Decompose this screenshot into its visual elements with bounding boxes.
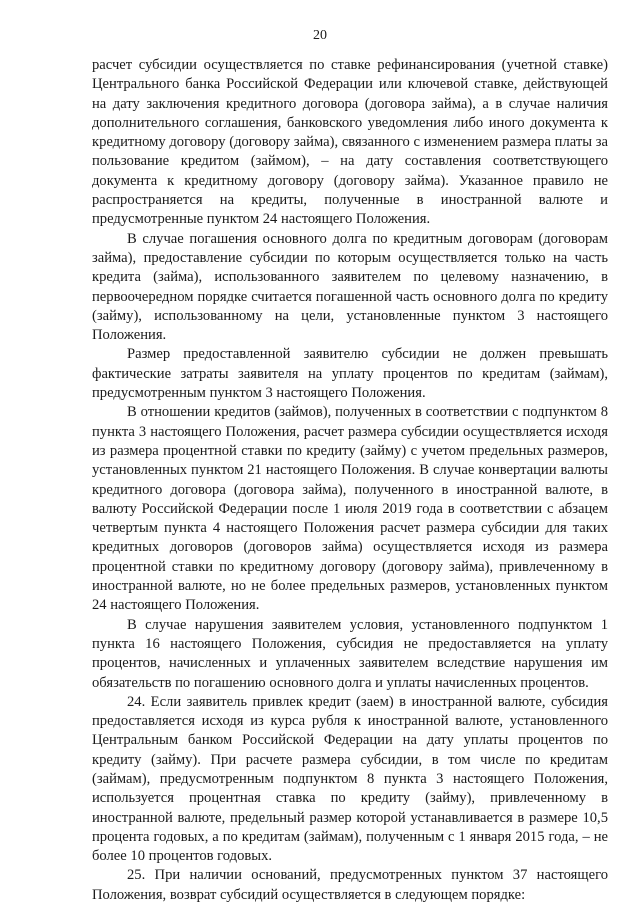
paragraph: В отношении кредитов (займов), полученных в соответствии с подпунктом 8 пункта 3 настоящего Положения, расчет размера субсидии осуществляется исходя из размера процентной ставки по кредиту (займу) с учетом предельных размеров, установленных пунктом 21 настоящего Положения. В случае конвертации валюты кредитного договора (договора займа), полученного в иностранной валюте, в валюту Российской Федерации после 1 июля 2019 года в соответствии с абзацем четвертым пункта 4 настоящего Положения расчет размера субсидии для таких кредитных договоров (договоров займа) осуществляется исходя из размера процентной ставки по кредитному договору (договору займа), привлеченному в иностранной валюте, но не более предельных размеров, установленных пунктом 24 настоящего Положения. xyxy=(92,404,608,614)
document-body xyxy=(92,56,608,905)
paragraph: расчет субсидии осуществляется по ставке рефинансирования (учетной ставке) Центрального банка Российской Федерации или ключевой ставке, действующей на дату заключения кредитного договора (договора займа), а в случае наличия дополнительного соглашения, банковского уведомления либо иного документа к кредитному договору (договору займа), связанного с изменением размера платы за пользование кредитом (займом), – на дату составления соответствующего документа к кредитному договору (договору займа). Указанное правило не распространяется на кредиты, полученные в иностранной валюте и предусмотренные пунктом 24 настоящего Положения. xyxy=(92,57,608,228)
paragraph: 25. При наличии оснований, предусмотренных пунктом 37 настоящего Положения, возврат субсидий осуществляется в следующем порядке: xyxy=(92,867,608,903)
page-number: 20 xyxy=(313,28,327,43)
paragraph: В случае погашения основного долга по кредитным договорам (договорам займа), предоставление субсидии по которым осуществляется только на часть кредита (займа), использованного заявителем по целевому назначению, в первоочередном порядке считается погашенной часть основного долга по кредиту (займу), использованному на цели, установленные пунктом 3 настоящего Положения. xyxy=(92,230,608,344)
paragraph: Размер предоставленной заявителю субсидии не должен превышать фактические затраты заявителя на уплату процентов по кредитам (займам), предусмотренным пунктом 3 настоящего Положения. xyxy=(92,346,608,402)
paragraph: В случае нарушения заявителем условия, установленного подпунктом 1 пункта 16 настоящего Положения, субсидия не предоставляется на уплату процентов, начисленных и уплаченных заявителем вследствие нарушения им обязательств по погашению основного долга и уплаты начисленных процентов. xyxy=(92,616,608,691)
paragraph: 24. Если заявитель привлек кредит (заем) в иностранной валюте, субсидия предоставляется исходя из курса рубля к иностранной валюте, установленного Центральным банком Российской Федерации на дату уплаты процентов по кредиту (займу). При расчете размера субсидии, в том числе по кредитам (займам), предусмотренным подпунктом 8 пункта 3 настоящего Положения, используется процентная ставка по кредиту (займу), привлеченному в иностранной валюте, предельный размер которой устанавливается в размере 10,5 процента годовых, а по кредитам (займам), полученным с 1 января 2015 года, – не более 10 процентов годовых. xyxy=(92,693,608,865)
